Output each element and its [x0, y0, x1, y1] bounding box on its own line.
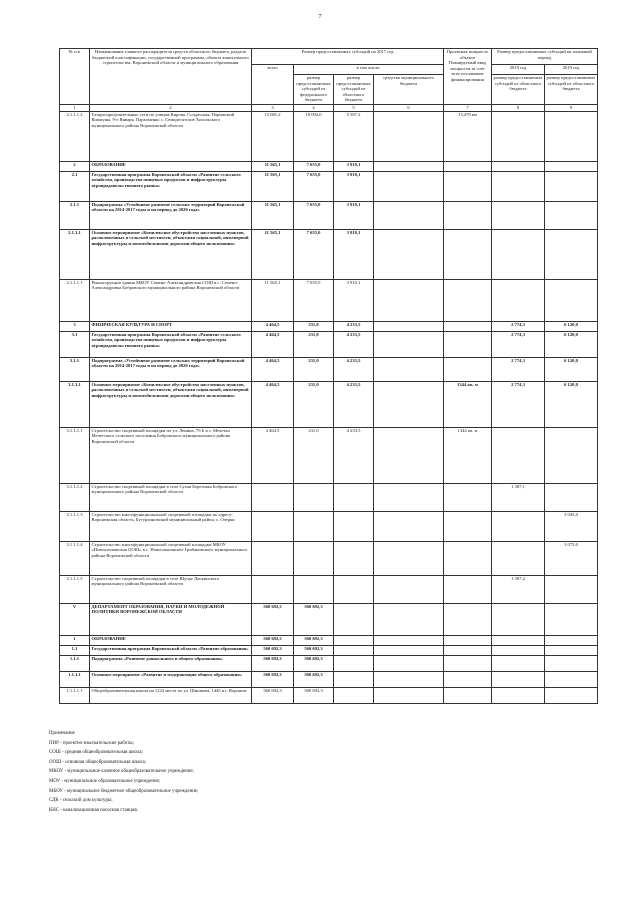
- cell-name: Государственная программа Воронежской области «Развитие сельского хозяйства, производства пищевых продуктов и инфраструктуры агропродовольственного рынка»: [90, 331, 252, 357]
- cell-fed: [294, 483, 334, 511]
- table-row: [60, 511, 598, 541]
- cell-name: Подпрограмма «Устойчивое развитие сельских территорий Воронежской области на 2014-2017 годы и на период до 2020 года»: [90, 201, 252, 229]
- cell-fed: [294, 511, 334, 541]
- header-name: Наименование главного распорядителя средств областного бюджета, раздела бюджетной классификации, государственной программы, объекта капитального строительства, Воронежской области и муниципального образования: [90, 49, 252, 105]
- cell-y2019: [545, 603, 598, 635]
- cell-total: [252, 511, 294, 541]
- table-row: [60, 229, 598, 279]
- table-row: [60, 201, 598, 229]
- col-index: 8: [492, 105, 545, 112]
- cell-reg: 3 910,1: [334, 171, 374, 201]
- cell-fed: 560 692,3: [294, 603, 334, 635]
- cell-y2018: [492, 655, 545, 671]
- table-row: [60, 635, 598, 645]
- cell-num: 1.1.1.1.1: [60, 687, 90, 703]
- cell-mun: [374, 575, 444, 603]
- cell-fed: 7 655,0: [294, 229, 334, 279]
- cell-mun: [374, 357, 444, 381]
- cell-fed: 231,0: [294, 357, 334, 381]
- cell-mun: [374, 687, 444, 703]
- cell-num: 1.1.1: [60, 655, 90, 671]
- cell-y2018: [492, 229, 545, 279]
- cell-fed: 231,0: [294, 321, 334, 331]
- cell-cap: [444, 511, 492, 541]
- cell-total: 560 692,3: [252, 671, 294, 687]
- cell-cap: [444, 331, 492, 357]
- header-capacity-label: Проектная мощность объекта: [446, 49, 489, 60]
- cell-reg: 3 910,1: [334, 161, 374, 171]
- cell-name: ФИЗИЧЕСКАЯ КУЛЬТУРА И СПОРТ: [90, 321, 252, 331]
- cell-y2019: [545, 161, 598, 171]
- cell-reg: [334, 687, 374, 703]
- cell-y2018: 2 774,3: [492, 357, 545, 381]
- cell-name: ДЕПАРТАМЕНТ ОБРАЗОВАНИЯ, НАУКИ И МОЛОДЕЖНОЙ ПОЛИТИКИ ВОРОНЕЖСКОЙ ОБЛАСТИ: [90, 603, 252, 635]
- cell-y2018: [492, 687, 545, 703]
- cell-total: [252, 483, 294, 511]
- cell-num: 2.1.1.1: [60, 229, 90, 279]
- cell-reg: 4 233,5: [334, 357, 374, 381]
- cell-name: Реконструкция здания МКОУ Семено-Александровская СОШ в с. Семено-Александровка Бобровского муниципального района Воронежской области: [90, 279, 252, 321]
- cell-total: 560 692,3: [252, 603, 294, 635]
- cell-fed: 7 655,0: [294, 279, 334, 321]
- cell-name: Строительство многофункциональной спортивной площадки по адресу: Воронежская область, Бутурлиновский муниципальный район, с. Озерки: [90, 511, 252, 541]
- cell-name: Подпрограмма «Устойчивое развитие сельских территорий Воронежской области на 2014-2017 годы и на период до 2020 года»: [90, 357, 252, 381]
- cell-num: 2.1.1: [60, 201, 90, 229]
- cell-y2018: [492, 635, 545, 645]
- cell-total: 11 565,1: [252, 171, 294, 201]
- cell-total: 4 464,5: [252, 357, 294, 381]
- cell-total: 11 565,1: [252, 279, 294, 321]
- cell-cap: [444, 635, 492, 645]
- cell-name: Строительство спортивной площадки в селе Шучье Лискинского муниципального района Воронежской области: [90, 575, 252, 603]
- cell-mun: [374, 111, 444, 161]
- cell-y2019: [545, 171, 598, 201]
- header-total: всего: [252, 65, 294, 105]
- cell-name: Государственная программа Воронежской области «Развитие сельского хозяйства, производства пищевых продуктов и инфраструктуры агропродовольственного рынка»: [90, 171, 252, 201]
- cell-reg: [334, 671, 374, 687]
- cell-mun: [374, 381, 444, 427]
- cell-y2018: [492, 279, 545, 321]
- cell-num: V: [60, 603, 90, 635]
- notes-block: [49, 729, 349, 815]
- cell-y2018: [492, 645, 545, 655]
- cell-name: Основное мероприятие «Комплексное обустройство населенных пунктов, расположенных в сельской местности, объектами социальной, инженерной инфраструктуры и автомобильными дорогами общего пользования»: [90, 229, 252, 279]
- cell-fed: [294, 575, 334, 603]
- cell-y2018: [492, 171, 545, 201]
- cell-total: 11 565,1: [252, 161, 294, 171]
- cell-mun: [374, 321, 444, 331]
- cell-total: 560 692,3: [252, 687, 294, 703]
- col-index: 6: [374, 105, 444, 112]
- cell-total: 560 692,3: [252, 645, 294, 655]
- cell-total: 11 565,1: [252, 201, 294, 229]
- cell-mun: [374, 655, 444, 671]
- cell-y2019: [545, 111, 598, 161]
- cell-reg: [334, 541, 374, 575]
- cell-mun: [374, 635, 444, 645]
- cell-cap: 1344 кв. м: [444, 427, 492, 483]
- table-row: [60, 161, 598, 171]
- note-item: МОУ - муниципальное образовательное учреждение;: [49, 778, 161, 784]
- cell-name: ОБРАЗОВАНИЕ: [90, 635, 252, 645]
- cell-reg: 4 233,5: [334, 321, 374, 331]
- notes-title: Примечание: [49, 731, 75, 736]
- cell-y2019: [545, 483, 598, 511]
- cell-fed: 560 692,3: [294, 635, 334, 645]
- table-row: [60, 687, 598, 703]
- cell-cap: [444, 357, 492, 381]
- cell-y2018: 1 387,2: [492, 575, 545, 603]
- cell-fed: 560 692,3: [294, 671, 334, 687]
- cell-cap: [444, 655, 492, 671]
- cell-name: ОБРАЗОВАНИЕ: [90, 161, 252, 171]
- cell-reg: 4 233,5: [334, 331, 374, 357]
- cell-cap: [444, 483, 492, 511]
- cell-reg: [334, 645, 374, 655]
- cell-num: 2: [60, 161, 90, 171]
- col-index: 7: [444, 105, 492, 112]
- cell-reg: 3 910,1: [334, 201, 374, 229]
- cell-name: Строительство спортивной площадки по ул. Ленина, 79 Б в с. Мечетка Мечетского сельского поселения Бобровского муниципального района Воронежской области: [90, 427, 252, 483]
- cell-fed: 231,0: [294, 427, 334, 483]
- cell-num: 3: [60, 321, 90, 331]
- table-body: [60, 111, 598, 703]
- subsidies-table: [59, 48, 598, 704]
- cell-y2018: [492, 111, 545, 161]
- table-row: [60, 171, 598, 201]
- cell-mun: [374, 603, 444, 635]
- cell-cap: [444, 671, 492, 687]
- table-row: [60, 483, 598, 511]
- cell-total: 560 692,3: [252, 635, 294, 645]
- cell-y2018: [492, 161, 545, 171]
- cell-y2019: 6 120,0: [545, 331, 598, 357]
- cell-mun: [374, 279, 444, 321]
- header-num: № п/п: [60, 49, 90, 105]
- cell-y2019: 6 120,0: [545, 357, 598, 381]
- cell-cap: [444, 279, 492, 321]
- cell-reg: [334, 483, 374, 511]
- cell-name: Общеобразовательная школа на 1224 места по ул. Шишкова, 144б в г. Воронеж: [90, 687, 252, 703]
- header-incl: в том числе:: [294, 65, 444, 75]
- cell-y2018: [492, 201, 545, 229]
- cell-y2018: 2 774,3: [492, 381, 545, 427]
- cell-name: Газораспределительные сети по улицам Кирова, Солдатская, Парижский Коммуны, 9-е Января, Пархоменко с. Семидесятское Хохольского муниципального района Воронежской области: [90, 111, 252, 161]
- cell-fed: 7 655,0: [294, 171, 334, 201]
- cell-reg: 3 910,1: [334, 279, 374, 321]
- cell-y2018: 1 387,1: [492, 483, 545, 511]
- cell-num: 3.1.1.1: [60, 381, 90, 427]
- note-item: ПИР - проектно-изыскательские работы;: [49, 740, 134, 746]
- cell-y2019: [545, 575, 598, 603]
- cell-reg: [334, 635, 374, 645]
- cell-total: 4 464,5: [252, 381, 294, 427]
- cell-cap: [444, 541, 492, 575]
- cell-mun: [374, 541, 444, 575]
- cell-y2019: [545, 201, 598, 229]
- table-row: [60, 331, 598, 357]
- cell-num: 2.1.1.1.1: [60, 279, 90, 321]
- cell-reg: 5 587,2: [334, 111, 374, 161]
- table-row: [60, 427, 598, 483]
- header-mun: средства муниципального бюджета: [374, 75, 444, 105]
- cell-y2019: [545, 645, 598, 655]
- page-number: 7: [318, 14, 322, 20]
- cell-num: 1.1: [60, 645, 90, 655]
- cell-y2019: 6 120,0: [545, 381, 598, 427]
- cell-num: 2.1.1.1.2: [60, 111, 90, 161]
- cell-name: Государственная программа Воронежской области «Развитие образования»: [90, 645, 252, 655]
- cell-total: 4 464,5: [252, 427, 294, 483]
- cell-cap: [444, 687, 492, 703]
- cell-num: 1: [60, 635, 90, 645]
- header-fed: размер предоставляемых субсидий из федерального бюджета: [294, 75, 334, 105]
- cell-total: 4 464,5: [252, 331, 294, 357]
- header-2019-sub: размер предоставляемых субсидий из областного бюджета: [545, 75, 598, 105]
- col-index: 3: [252, 105, 294, 112]
- cell-num: 3.1.1: [60, 357, 90, 381]
- cell-mun: [374, 331, 444, 357]
- header-2018-sub: размер предоставляемых субсидий из областного бюджета: [492, 75, 545, 105]
- note-item: МБОУ - муниципальное бюджетное общеобразовательное учреждение;: [49, 788, 199, 794]
- table-row: [60, 575, 598, 603]
- cell-mun: [374, 483, 444, 511]
- cell-y2019: [545, 635, 598, 645]
- cell-mun: [374, 427, 444, 483]
- cell-name: Основное мероприятие «Развитие и модернизация общего образования»: [90, 671, 252, 687]
- cell-y2019: [545, 427, 598, 483]
- cell-cap: [444, 645, 492, 655]
- cell-mun: [374, 161, 444, 171]
- table-row: [60, 357, 598, 381]
- cell-fed: 560 692,3: [294, 655, 334, 671]
- cell-fed: 560 692,3: [294, 687, 334, 703]
- cell-fed: 10 094,0: [294, 111, 334, 161]
- header-2018: 2018 год: [492, 65, 545, 75]
- cell-cap: [444, 171, 492, 201]
- cell-y2018: [492, 511, 545, 541]
- cell-y2019: [545, 655, 598, 671]
- table-row: [60, 111, 598, 161]
- cell-cap: [444, 321, 492, 331]
- col-index: 4: [294, 105, 334, 112]
- cell-y2019: [545, 687, 598, 703]
- cell-mun: [374, 229, 444, 279]
- col-index: 5: [334, 105, 374, 112]
- cell-name: Строительство многофункциональной спортивной площадки МКОУ «Новоольшанская ООШ» в с. Новоольшанское Грибановского муниципального района Воронежской области: [90, 541, 252, 575]
- table-row: [60, 321, 598, 331]
- cell-reg: 4 233,5: [334, 381, 374, 427]
- cell-fed: 560 692,3: [294, 645, 334, 655]
- cell-y2019: 3 045,0: [545, 511, 598, 541]
- cell-reg: [334, 603, 374, 635]
- header-planned-label: Планируемый ввод мощности за счет всех источников финансирования: [448, 60, 487, 82]
- cell-mun: [374, 171, 444, 201]
- table-row: [60, 603, 598, 635]
- note-item: КНС - канализационная насосная станция.: [49, 807, 138, 813]
- table-row: [60, 645, 598, 655]
- note-item: СОШ - средняя общеобразовательная школа;: [49, 750, 143, 756]
- cell-y2018: 2 774,3: [492, 321, 545, 331]
- cell-y2019: [545, 229, 598, 279]
- table-row: [60, 541, 598, 575]
- header-capacity: [444, 49, 492, 105]
- note-item: МКОУ - муниципальное казенное общеобразовательное учреждение;: [49, 769, 194, 775]
- cell-fed: 7 655,0: [294, 161, 334, 171]
- cell-reg: 4 233,5: [334, 427, 374, 483]
- col-index: 2: [90, 105, 252, 112]
- cell-fed: 7 655,0: [294, 201, 334, 229]
- cell-mun: [374, 201, 444, 229]
- cell-cap: 1344 кв. м: [444, 381, 492, 427]
- notes-list: [49, 739, 349, 816]
- cell-total: 4 464,5: [252, 321, 294, 331]
- cell-cap: 13,478 км: [444, 111, 492, 161]
- cell-fed: 231,0: [294, 331, 334, 357]
- col-index: 9: [545, 105, 598, 112]
- cell-y2019: [545, 671, 598, 687]
- note-item: ООШ - основная общеобразовательная школа;: [49, 759, 146, 765]
- cell-y2018: [492, 671, 545, 687]
- cell-mun: [374, 511, 444, 541]
- note-item: СДК - сельский дом культуры;: [49, 798, 113, 804]
- cell-mun: [374, 671, 444, 687]
- header-reg: размер предоставляемых субсидий из областного бюджета: [334, 75, 374, 105]
- cell-y2018: 2 774,3: [492, 331, 545, 357]
- cell-total: 11 565,1: [252, 229, 294, 279]
- table-row: [60, 671, 598, 687]
- cell-y2019: 6 120,0: [545, 321, 598, 331]
- cell-num: 3.1: [60, 331, 90, 357]
- cell-cap: [444, 161, 492, 171]
- cell-total: 560 692,3: [252, 655, 294, 671]
- cell-num: 3.1.1.1.1: [60, 427, 90, 483]
- cell-num: 1.1.1.1: [60, 671, 90, 687]
- cell-y2018: [492, 541, 545, 575]
- cell-num: 3.1.1.1.4: [60, 541, 90, 575]
- table-row: [60, 381, 598, 427]
- cell-name: Строительство спортивной площадки в селе Сухая Березовка Бобровского муниципального района Воронежской области: [90, 483, 252, 511]
- cell-y2018: [492, 603, 545, 635]
- cell-name: Основное мероприятие «Комплексное обустройство населенных пунктов, расположенных в сельской местности, объектами социальной, инженерной инфраструктуры и автомобильными дорогами общего пользования»: [90, 381, 252, 427]
- cell-cap: [444, 229, 492, 279]
- cell-total: [252, 575, 294, 603]
- cell-total: [252, 541, 294, 575]
- table-row: [60, 655, 598, 671]
- cell-reg: [334, 511, 374, 541]
- cell-reg: [334, 575, 374, 603]
- header-amount-2017: Размер предоставляемых субсидий на 2017 год: [252, 49, 444, 65]
- cell-num: 3.1.1.1.2: [60, 483, 90, 511]
- header-planned-period: Размер предоставляемых субсидий на плановый период: [492, 49, 598, 65]
- cell-y2019: [545, 279, 598, 321]
- cell-name: Подпрограмма «Развитие дошкольного и общего образования»: [90, 655, 252, 671]
- cell-mun: [374, 645, 444, 655]
- cell-fed: [294, 541, 334, 575]
- col-index: 1: [60, 105, 90, 112]
- cell-num: 2.1: [60, 171, 90, 201]
- cell-cap: [444, 201, 492, 229]
- cell-reg: 3 910,1: [334, 229, 374, 279]
- cell-total: 15 681,2: [252, 111, 294, 161]
- cell-reg: [334, 655, 374, 671]
- header-2019: 2019 год: [545, 65, 598, 75]
- cell-y2018: [492, 427, 545, 483]
- table-row: [60, 279, 598, 321]
- cell-cap: [444, 575, 492, 603]
- cell-num: 3.1.1.1.3: [60, 511, 90, 541]
- cell-fed: 231,0: [294, 381, 334, 427]
- cell-y2019: 3 075,0: [545, 541, 598, 575]
- cell-num: 3.1.1.1.5: [60, 575, 90, 603]
- cell-cap: [444, 603, 492, 635]
